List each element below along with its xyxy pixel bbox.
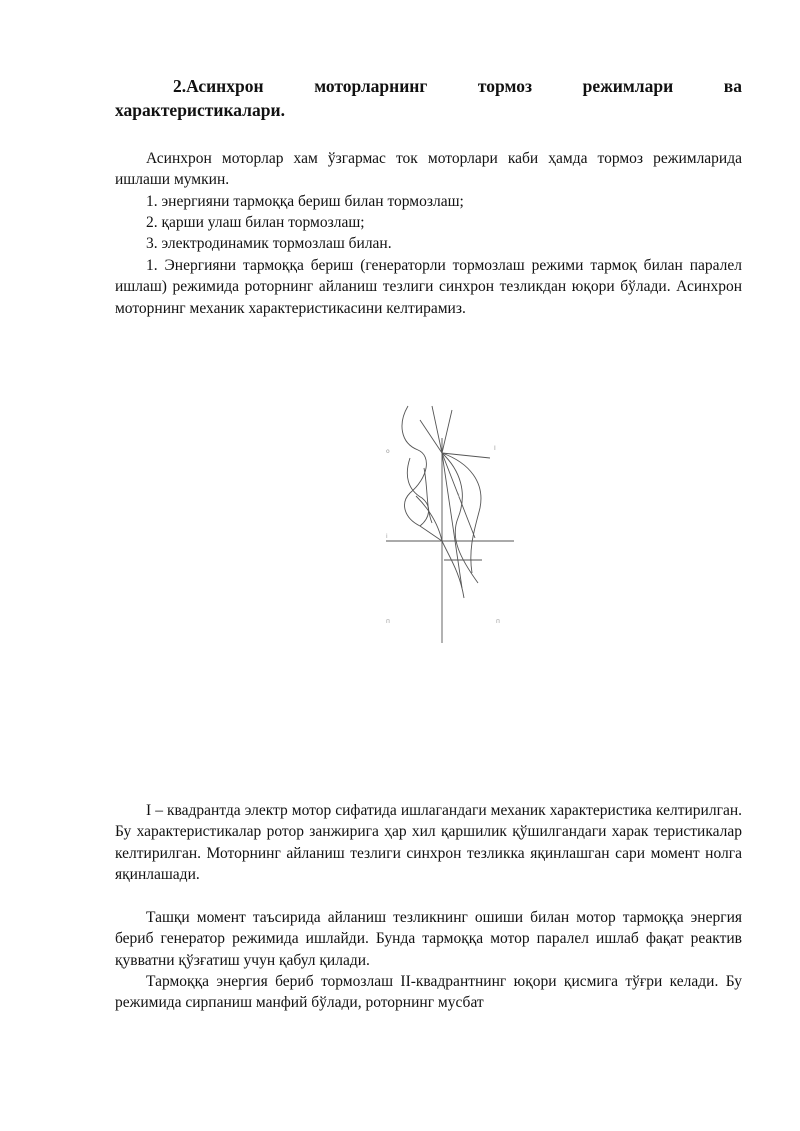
- list-item-2: 2. қарши улаш билан тормозлаш;: [146, 214, 365, 231]
- quadrant-one-paragraph: I – квадрантда электр мотор сифатида ишлагандаги механик характеристика келтирилган. Бу характеристикалар ротор занжирига ҳар хил қаршилик қўшилгандаги харак теристикалар келтирилган. Моторнинг айланиш тезлиги синхрон тезликка яқинлашган сари момент нолга яқинлашади.: [115, 802, 742, 883]
- svg-text:I: I: [494, 445, 496, 452]
- svg-text:о: о: [386, 448, 390, 455]
- svg-text:п: п: [496, 618, 500, 625]
- list-item-3: 3. электродинамик тормозлаш билан.: [146, 235, 392, 252]
- mechanical-characteristic-figure: [380, 398, 520, 643]
- section-heading: [115, 74, 742, 122]
- svg-text:п: п: [386, 618, 390, 625]
- intro-paragraph: Асинхрон моторлар хам ўзгармас ток моторлари каби ҳамда тормоз режимларида ишлаши мумкин.: [115, 150, 742, 189]
- svg-text:і: і: [458, 493, 460, 500]
- svg-text:і: і: [386, 533, 388, 540]
- generator-mode-paragraph: Ташқи момент таъсирида айланиш тезликнинг ошиши билан мотор тармоққа энергия бериб генератор режимида ишлайди. Бунда тармоққа мотор паралел ишлаб фақат реактив қувватни қўзғатиш учун қабул қилади.: [115, 909, 742, 969]
- regenerative-braking-paragraph: 1. Энергияни тармоққа бериш (генераторли тормозлаш режими тармоқ билан паралел ишлаш) режимида роторнинг айланиш тезлиги синхрон тезликдан юқори бўлади. Асинхрон моторнинг механик характеристикасини келтирамиз.: [115, 257, 742, 317]
- heading-line-2: характеристикалари.: [115, 100, 285, 120]
- quadrant-two-paragraph: Тармоққа энергия бериб тормозлаш II-квадрантнинг юқори қисмига тўғри келади. Бу режимида сирпаниш манфий бўлади, роторнинг мусбат: [115, 973, 742, 1012]
- heading-line-1: 2.Асинхрон моторларнинг тормоз режимлари ва: [173, 76, 742, 96]
- list-item-1: 1. энергияни тармоққа бериш билан тормозлаш;: [146, 193, 464, 210]
